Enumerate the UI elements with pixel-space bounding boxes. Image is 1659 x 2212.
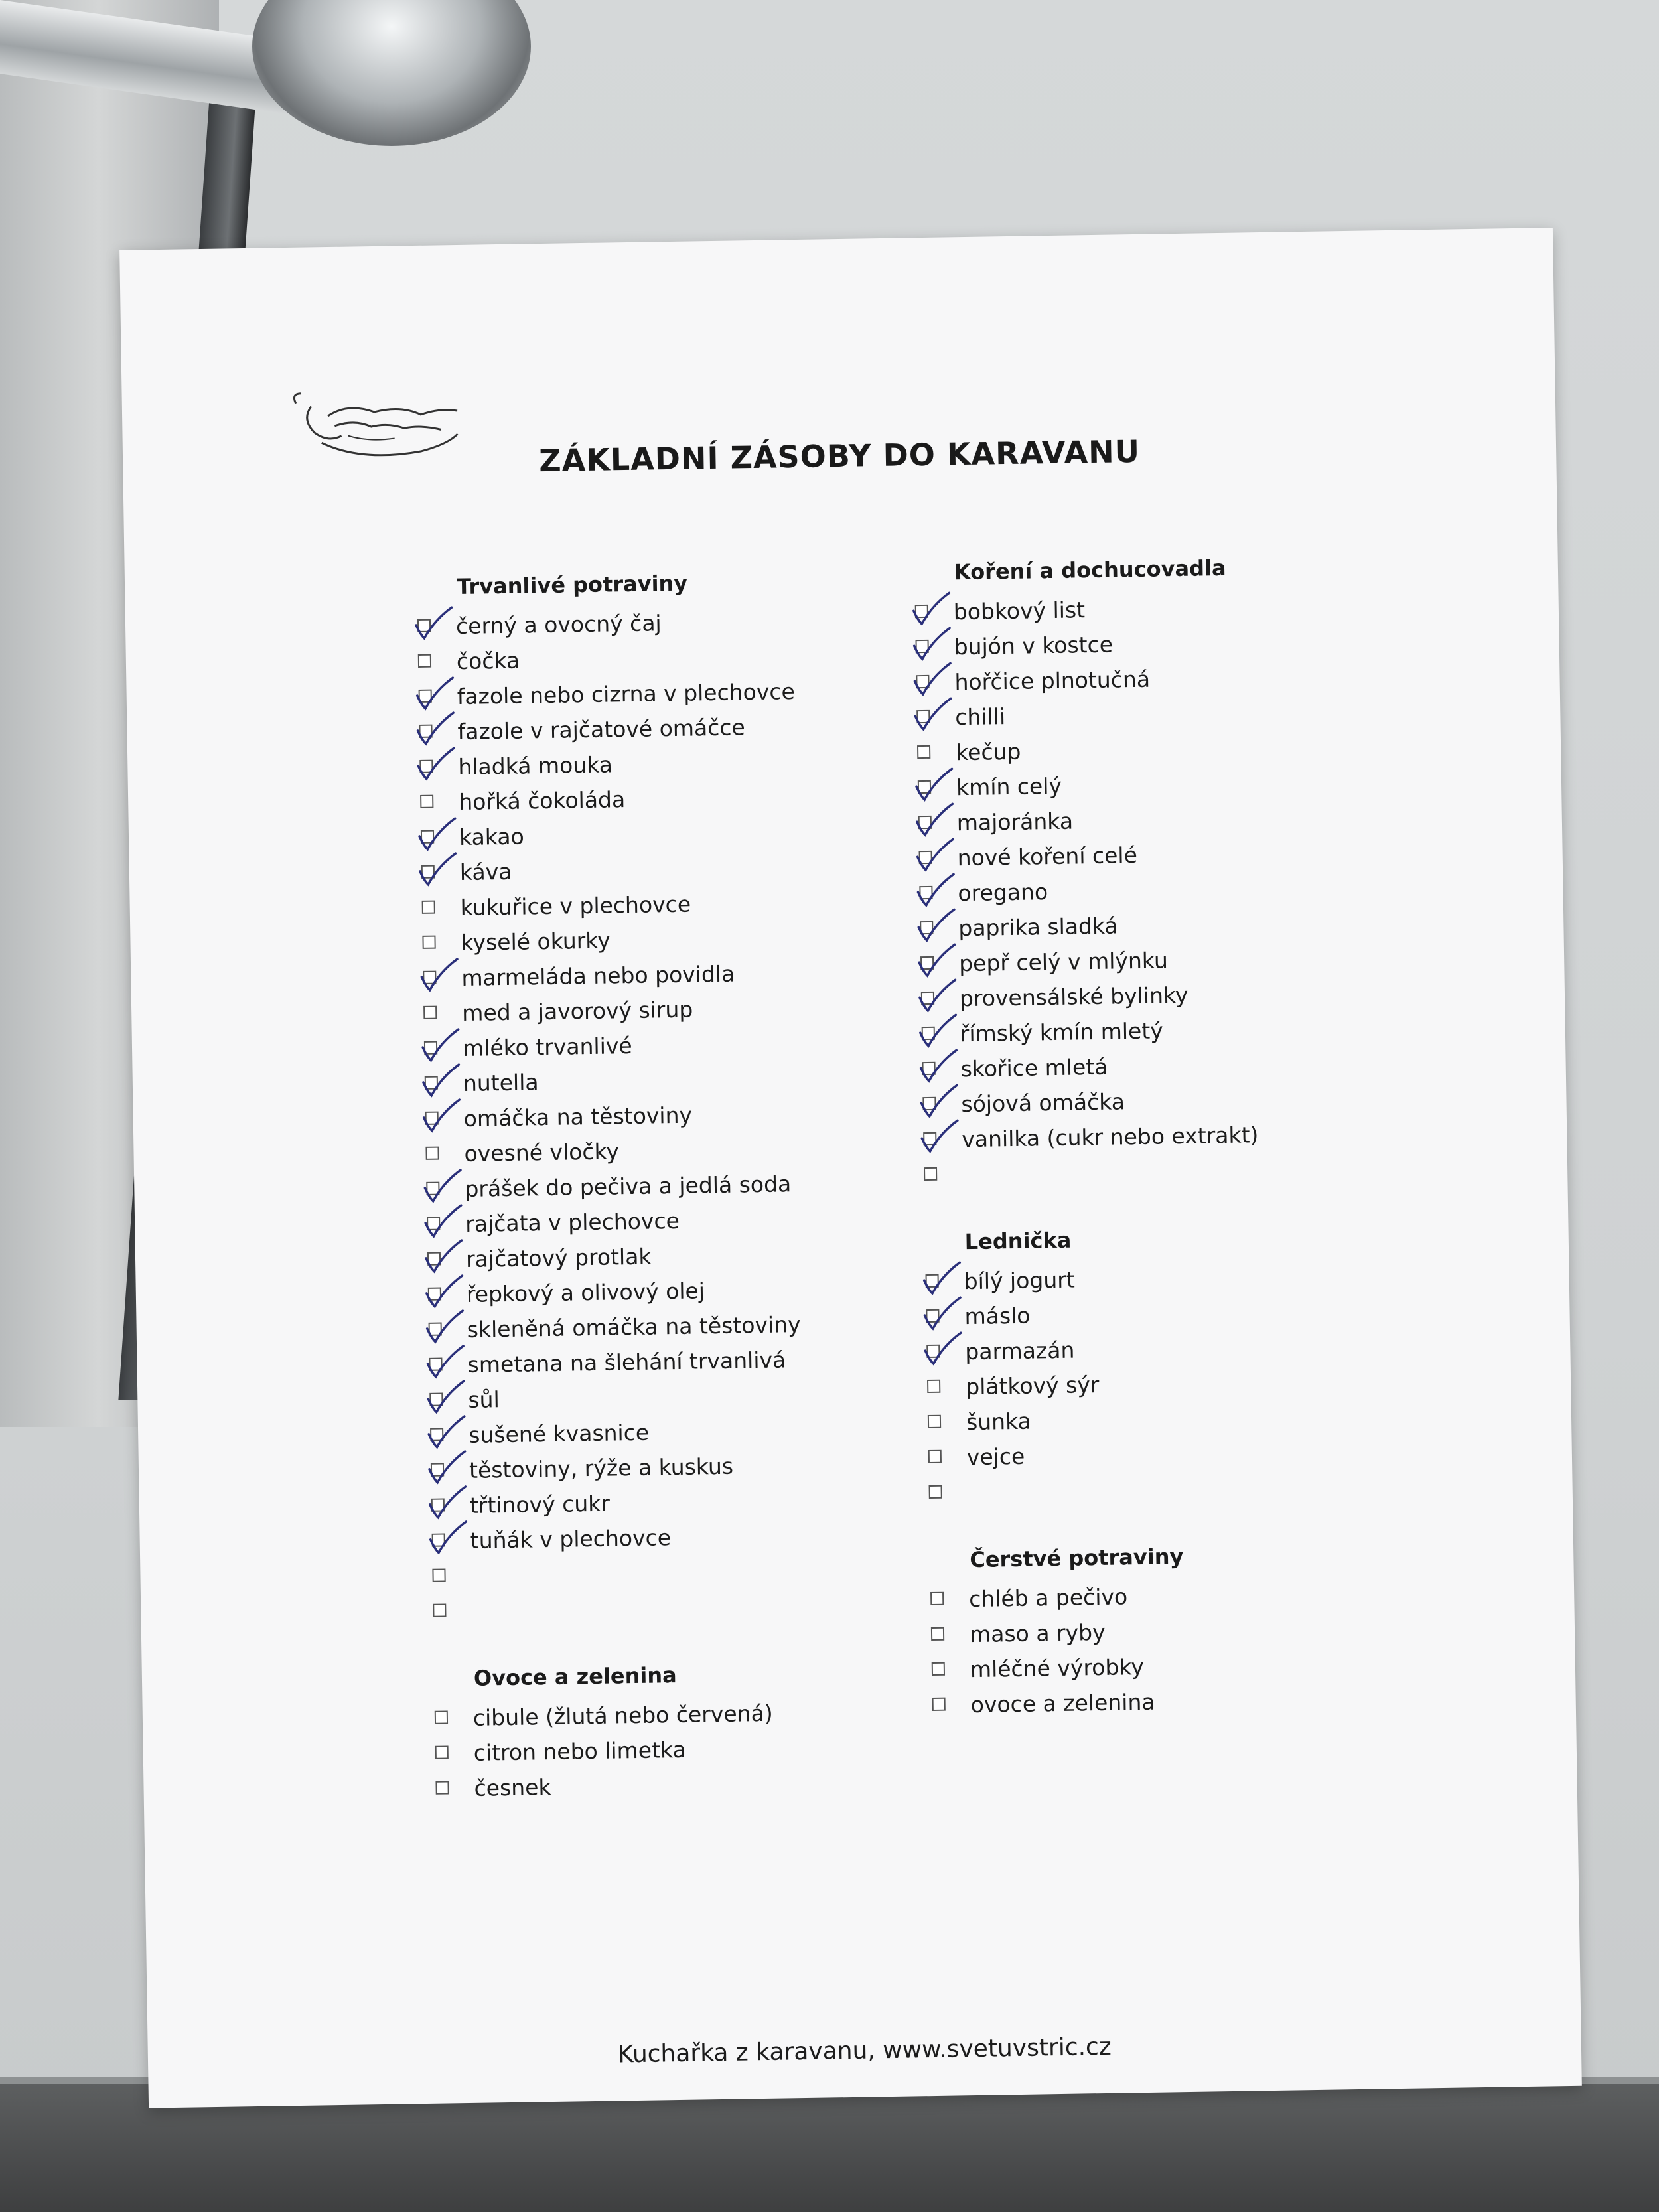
item-label: smetana na šlehání trvanlivá — [467, 1347, 786, 1378]
item-label: bobkový list — [953, 597, 1086, 625]
item-label: chléb a pečivo — [968, 1584, 1128, 1613]
checkbox[interactable] — [932, 1662, 945, 1676]
handwritten-check-icon — [911, 801, 958, 842]
item-label: řepkový a olivový olej — [466, 1278, 705, 1307]
checkbox[interactable] — [931, 1627, 944, 1641]
item-label: čočka — [456, 647, 520, 675]
checkbox[interactable] — [932, 1698, 946, 1711]
handwritten-check-icon — [423, 1378, 470, 1419]
page-title: ZÁKLADNÍ ZÁSOBY DO KARAVANU — [538, 433, 1141, 479]
handwritten-check-icon — [915, 1047, 962, 1088]
checkbox[interactable] — [927, 1380, 940, 1393]
checkbox[interactable] — [435, 1781, 449, 1794]
checkbox[interactable] — [930, 1592, 944, 1605]
item-label: hořká čokoláda — [458, 786, 626, 816]
checkbox[interactable] — [418, 654, 431, 668]
item-label: bujón v kostce — [954, 631, 1114, 660]
checkbox[interactable] — [435, 1745, 449, 1759]
item-label: kmín celý — [956, 773, 1062, 801]
item-label: sójová omáčka — [961, 1088, 1125, 1118]
item-label: skleněná omáčka na těstoviny — [467, 1311, 801, 1343]
item-label: hořčice plnotučná — [954, 666, 1151, 696]
checkbox[interactable] — [422, 936, 435, 949]
item-label: máslo — [964, 1302, 1031, 1330]
section-heading: Lednička — [964, 1227, 1072, 1255]
checkbox[interactable] — [928, 1450, 942, 1463]
handwritten-check-icon — [414, 851, 461, 891]
item-label: ovoce a zelenina — [970, 1688, 1155, 1718]
section-heading: Čerstvé potraviny — [969, 1544, 1184, 1573]
item-label: skořice mletá — [960, 1053, 1108, 1082]
handwritten-check-icon — [910, 696, 957, 736]
item-label: ovesné vločky — [464, 1138, 620, 1167]
item-label: pepř celý v mlýnku — [958, 947, 1169, 977]
handwritten-check-icon — [416, 956, 463, 997]
handwritten-check-icon — [425, 1519, 472, 1560]
checkbox[interactable] — [917, 745, 930, 759]
section-cerstve-potraviny — [930, 1535, 1503, 1723]
handwritten-check-icon — [419, 1167, 467, 1208]
handwritten-check-icon — [919, 1295, 966, 1335]
handwritten-check-icon — [421, 1308, 469, 1349]
item-label: sůl — [468, 1386, 500, 1413]
item-label: prášek do pečiva a jedlá soda — [465, 1171, 792, 1202]
item-label: tuňák v plechovce — [470, 1524, 672, 1554]
checkbox[interactable] — [928, 1415, 941, 1428]
handwritten-check-icon — [914, 942, 961, 982]
item-label: citron nebo limetka — [473, 1736, 687, 1766]
item-label: nové koření celé — [957, 842, 1138, 871]
handwritten-check-icon — [908, 625, 956, 666]
handwritten-check-icon — [911, 766, 958, 806]
checkbox[interactable] — [433, 1603, 446, 1617]
item-label: sušené kvasnice — [468, 1419, 650, 1448]
item-label: mléčné výrobky — [970, 1653, 1145, 1683]
item-label: bílý jogurt — [964, 1266, 1076, 1295]
checkbox[interactable] — [420, 795, 433, 808]
item-label: nutella — [463, 1069, 539, 1096]
section-heading: Koření a dochucovadla — [954, 555, 1226, 585]
handwritten-check-icon — [920, 1330, 967, 1370]
item-label: plátkový sýr — [965, 1371, 1100, 1400]
section-heading: Trvanlivé potraviny — [456, 570, 688, 600]
checkbox[interactable] — [924, 1167, 937, 1181]
item-label: mléko trvanlivé — [462, 1032, 632, 1061]
item-label: fazole nebo cizrna v plechovce — [457, 678, 796, 710]
handwritten-check-icon — [918, 1260, 966, 1300]
item-label: kečup — [955, 738, 1021, 766]
handwritten-check-icon — [914, 977, 962, 1017]
right-column — [914, 548, 1504, 1723]
item-label: cibule (žlutá nebo červená) — [472, 1700, 773, 1731]
handwritten-check-icon — [413, 745, 460, 786]
item-label: oregano — [958, 879, 1048, 907]
checkbox[interactable] — [423, 1006, 437, 1019]
handwritten-check-icon — [912, 871, 960, 912]
handwritten-check-icon — [420, 1203, 467, 1243]
item-label: chilli — [955, 703, 1006, 731]
section-koreni-a-dochucovadla — [914, 548, 1495, 1193]
handwritten-check-icon — [916, 1082, 963, 1123]
item-label: římský kmín mletý — [960, 1017, 1164, 1047]
handwritten-check-icon — [916, 1118, 964, 1158]
section-lednicka — [924, 1217, 1500, 1511]
item-label: marmeláda nebo povidla — [461, 960, 735, 992]
handwritten-check-icon — [913, 907, 960, 947]
item-label: rajčatový protlak — [465, 1243, 652, 1272]
item-label: provensálské bylinky — [959, 982, 1189, 1012]
item-label: kyselé okurky — [461, 927, 611, 956]
checklist-paper — [119, 228, 1582, 2108]
item-label: káva — [459, 858, 512, 886]
checkbox[interactable] — [422, 901, 435, 914]
handwritten-check-icon — [411, 605, 458, 645]
item-label: rajčata v plechovce — [465, 1207, 680, 1237]
item-label: med a javorový sirup — [461, 996, 693, 1026]
checkbox[interactable] — [435, 1710, 448, 1724]
item-label: paprika sladká — [958, 913, 1119, 942]
section-heading: Ovoce a zelenina — [473, 1662, 677, 1691]
handwritten-check-icon — [417, 1062, 465, 1102]
item-label: maso a ryby — [969, 1619, 1106, 1648]
handwritten-check-icon — [421, 1238, 468, 1278]
item-label: hladká mouka — [458, 751, 613, 780]
handwritten-check-icon — [423, 1414, 470, 1454]
checkbox[interactable] — [929, 1485, 942, 1499]
handwritten-check-icon — [412, 710, 459, 751]
item-label: třtinový cukr — [469, 1490, 611, 1518]
item-label: kukuřice v plechovce — [460, 891, 691, 921]
item-label: fazole v rajčatové omáčce — [457, 714, 746, 745]
item-label: černý a ovocný čaj — [455, 610, 662, 640]
handwritten-check-icon — [912, 836, 959, 877]
item-label: majoránka — [956, 808, 1074, 836]
footer-credit: Kuchařka z karavanu, www.svetuvstric.cz — [617, 2033, 1112, 2069]
checkbox[interactable] — [432, 1568, 445, 1582]
handwritten-check-icon — [909, 660, 956, 701]
checkbox[interactable] — [425, 1147, 439, 1160]
item-label: kakao — [459, 823, 525, 851]
handwritten-check-icon — [424, 1449, 471, 1489]
handwritten-check-icon — [417, 1027, 465, 1067]
item-label: vanilka (cukr nebo extrakt) — [962, 1122, 1259, 1153]
handwritten-check-icon — [422, 1343, 469, 1384]
item-label: těstoviny, rýže a kuskus — [469, 1453, 734, 1483]
item-label: omáčka na těstoviny — [463, 1102, 693, 1132]
handwritten-check-icon — [414, 816, 461, 856]
item-label: šunka — [966, 1408, 1032, 1436]
handwritten-check-icon — [411, 675, 459, 715]
handwritten-check-icon — [908, 590, 955, 630]
item-label: vejce — [966, 1443, 1025, 1471]
handwritten-check-icon — [421, 1273, 468, 1313]
handwritten-check-icon — [424, 1484, 471, 1524]
handwritten-check-icon — [914, 1012, 962, 1053]
item-label: parmazán — [965, 1337, 1075, 1365]
handwritten-check-icon — [418, 1097, 465, 1138]
item-label: česnek — [474, 1774, 551, 1801]
